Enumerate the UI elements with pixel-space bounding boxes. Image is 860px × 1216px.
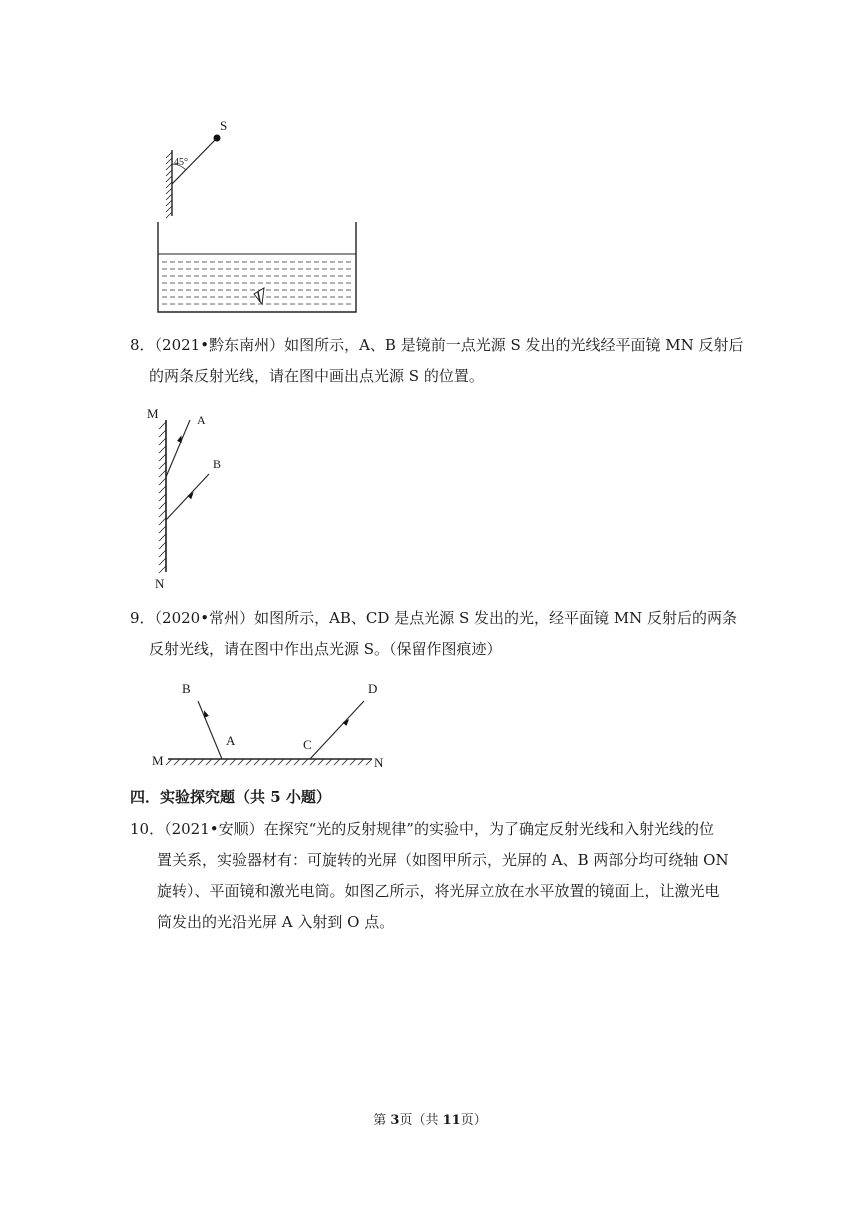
label-n: N [374, 755, 384, 770]
label-angle: 45° [174, 157, 188, 168]
q8-line2: 的两条反射光线，请在图中画出点光源 S 的位置。 [149, 367, 484, 385]
mirror-mn-diagram-q8 [145, 402, 255, 592]
q8-line1: 8．（2021•黔东南州）如图所示，A、B 是镜前一点光源 S 发出的光线经平面镜 MN 反射后 [130, 336, 744, 354]
question-8 [130, 330, 744, 392]
label-a: A [197, 413, 206, 427]
label-n: N [155, 576, 165, 591]
ray-cd [310, 701, 364, 759]
label-s: S [220, 118, 228, 133]
question-10 [130, 814, 730, 938]
label-m: M [147, 406, 159, 421]
mirror-water-diagram [150, 112, 370, 317]
footer-middle: 页（共 [399, 1113, 443, 1128]
label-m: M [152, 753, 164, 768]
q9-line1: 9．（2020•常州）如图所示，AB、CD 是点光源 S 发出的光，经平面镜 MN 反射后的两条 [130, 609, 738, 627]
label-c: C [303, 737, 312, 752]
footer-total-pages: 11 [442, 1113, 461, 1128]
point-source-s [214, 135, 221, 142]
q9-line2: 反射光线，请在图中作出点光源 S。（保留作图痕迹） [149, 640, 502, 658]
ray-a [166, 420, 190, 477]
ray-ab [198, 701, 222, 759]
footer-page-number: 3 [390, 1113, 400, 1128]
mirror-mn-diagram-q9 [150, 675, 400, 775]
mirror-water-figure [150, 112, 370, 317]
footer-prefix: 第 [373, 1113, 391, 1128]
mirror-mn-figure-q9 [150, 675, 400, 775]
question-9 [130, 603, 738, 665]
q10-line2: 置关系，实验器材有：可旋转的光屏（如图甲所示，光屏的 A、B 两部分均可绕轴 ON [157, 851, 729, 869]
label-b: B [182, 681, 191, 696]
label-d: D [368, 681, 378, 696]
footer-suffix: 页） [460, 1113, 487, 1128]
q10-line4: 筒发出的光沿光屏 A 入射到 O 点。 [157, 913, 395, 931]
label-b: B [213, 457, 222, 471]
q10-line1: 10．（2021•安顺）在探究“光的反射规律”的实验中，为了确定反射光线和入射光线的位 [130, 820, 714, 838]
ray-b [166, 474, 209, 520]
section-heading: 四．实验探究题（共 5 小题） [130, 788, 331, 806]
page-footer [0, 1109, 860, 1128]
mirror-mn-figure-q8 [145, 402, 255, 592]
label-a: A [226, 733, 236, 748]
q10-line3: 旋转）、平面镜和激光电筒。如图乙所示，将光屏立放在水平放置的镜面上，让激光电 [157, 882, 720, 900]
